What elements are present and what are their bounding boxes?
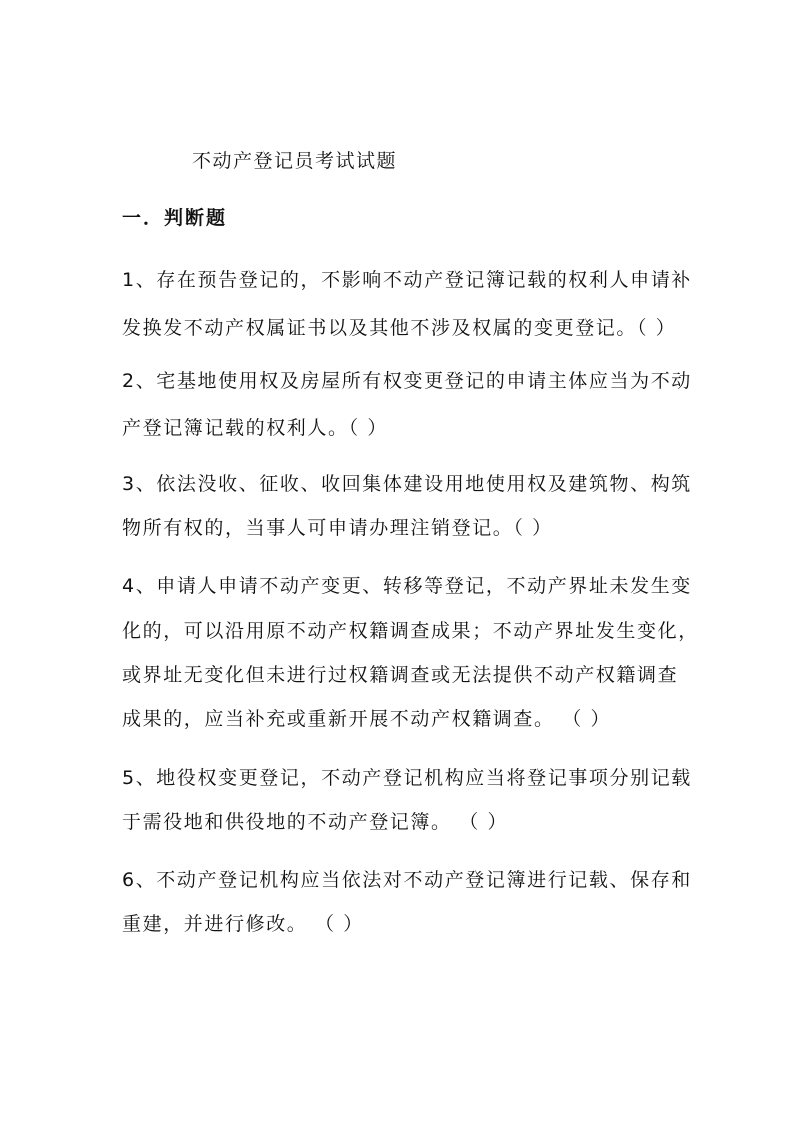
question-4-line-4: 成果的，应当补充或重新开展不动产权籍调查。 （ ） [122, 708, 612, 730]
question-4-line-1: 4、申请人申请不动产变更、转移等登记，不动产界址未发生变 [122, 575, 692, 597]
question-3-line-1: 3、依法没收、征收、收回集体建设用地使用权及建筑物、构筑 [122, 473, 692, 495]
question-1-line-2: 发换发不动产权属证书以及其他不涉及权属的变更登记。（ ） [122, 317, 677, 339]
question-6-line-1: 6、不动产登记机构应当依法对不动产登记簿进行记载、保存和 [122, 869, 692, 891]
question-1-line-1: 1、存在预告登记的，不影响不动产登记簿记载的权利人申请补 [122, 269, 692, 291]
question-3-line-2: 物所有权的，当事人可申请办理注销登记。（ ） [122, 517, 553, 539]
question-2-line-1: 2、宅基地使用权及房屋所有权变更登记的申请主体应当为不动 [122, 370, 692, 392]
question-6-line-2: 重建，并进行修改。 （ ） [122, 913, 364, 935]
question-2-line-2: 产登记簿记载的权利人。（ ） [122, 417, 388, 439]
question-4-line-2: 化的，可以沿用原不动产权籍调查成果；不动产界址发生变化， [122, 620, 699, 642]
question-5-line-1: 5、地役权变更登记，不动产登记机构应当将登记事项分别记载 [122, 767, 692, 789]
question-5-line-2: 于需役地和供役地的不动产登记簿。 （ ） [122, 811, 509, 833]
section-heading: 一．判断题 [122, 207, 228, 229]
question-4-line-3: 或界址无变化但未进行过权籍调查或无法提供不动产权籍调查 [122, 664, 679, 686]
document-title: 不动产登记员考试试题 [192, 150, 398, 172]
